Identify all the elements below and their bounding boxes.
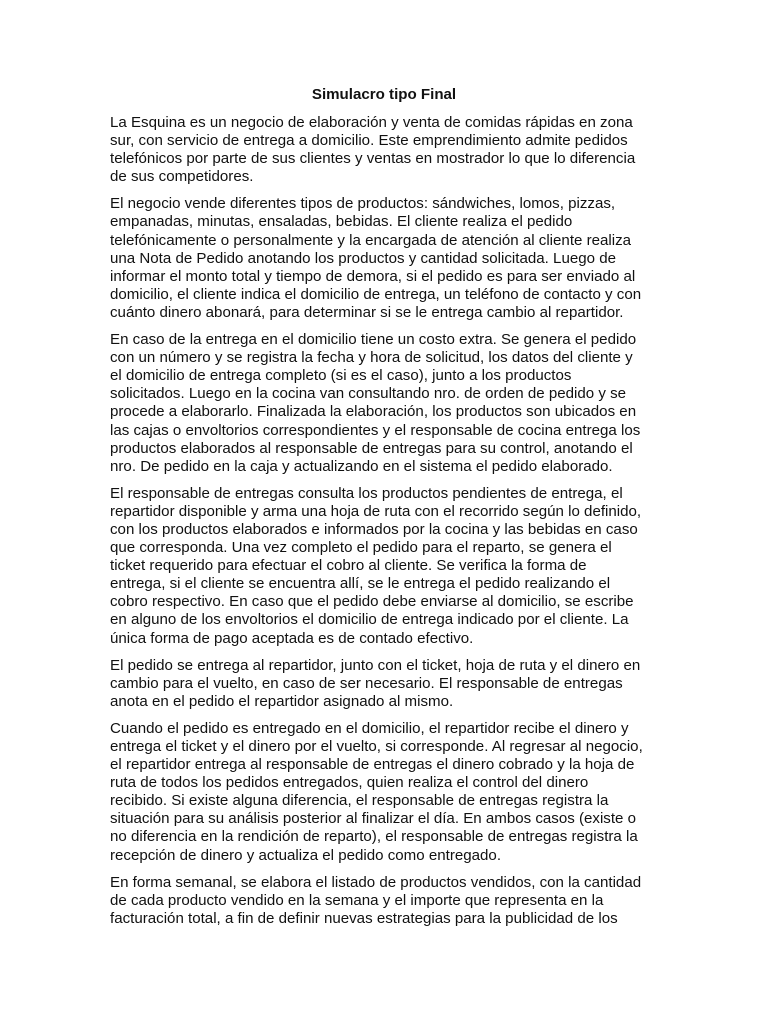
paragraph [110, 720, 658, 865]
paragraph-list [110, 114, 658, 928]
paragraph-line: el repartidor entrega al responsable de entregas el dinero cobrado y la hoja de [110, 756, 635, 774]
paragraph-line: procede a elaborarlo. Finalizada la elaboración, los productos son ubicados en [110, 403, 637, 421]
paragraph-line: situación para su análisis posterior al finalizar el día. En ambos casos (existe o [110, 810, 637, 828]
paragraph-line: anota en el pedido el repartidor asignado al mismo. [110, 692, 454, 710]
paragraph [110, 331, 658, 476]
paragraph-line: las cajas o envoltorios correspondientes y el responsable de cocina entrega los [110, 421, 641, 439]
paragraph-line: cobro respectivo. En caso que el pedido debe enviarse al domicilio, se escribe [110, 593, 634, 611]
paragraph-line: con los productos elaborados e informados por la cocina y las bebidas en caso [110, 520, 638, 538]
paragraph-line: repartidor disponible y arma una hoja de ruta con el recorrido según lo definido, [110, 502, 642, 520]
paragraph-line: El pedido se entrega al repartidor, junto con el ticket, hoja de ruta y el dinero en [110, 656, 641, 674]
paragraph-line: con un número y se registra la fecha y hora de solicitud, los datos del cliente y [110, 349, 633, 367]
paragraph-line: no diferencia en la rendición de reparto), el responsable de entregas registra la [110, 828, 638, 846]
paragraph-line: telefónicos por parte de sus clientes y ventas en mostrador lo que lo diferencia [110, 150, 636, 168]
paragraph-line: recibido. Si existe alguna diferencia, el responsable de entregas registra la [110, 792, 609, 810]
paragraph-line: una Nota de Pedido anotando los productos y cantidad solicitada. Luego de [110, 249, 617, 267]
paragraph-line: cambio para el vuelto, en caso de ser necesario. El responsable de entregas [110, 674, 623, 692]
paragraph [110, 114, 658, 186]
paragraph-line: empanadas, minutas, ensaladas, bebidas. El cliente realiza el pedido [110, 213, 573, 231]
paragraph-line: Cuando el pedido es entregado en el domicilio, el repartidor recibe el dinero y [110, 719, 629, 737]
paragraph-line: domicilio, el cliente indica el domicilio de entrega, un teléfono de contacto y con [110, 285, 642, 303]
paragraph-line: El negocio vende diferentes tipos de productos: sándwiches, lomos, pizzas, [110, 195, 616, 213]
paragraph-line: que corresponda. Una vez completo el pedido para el reparto, se genera el [110, 539, 612, 557]
paragraph-line: informar el monto total y tiempo de demora, si el pedido es para ser enviado al [110, 267, 636, 285]
paragraph-line: productos elaborados al responsable de entregas para su control, anotando el [110, 439, 633, 457]
paragraph-line: sur, con servicio de entrega a domicilio. Este emprendimiento admite pedidos [110, 132, 628, 150]
paragraph-line: En forma semanal, se elabora el listado de productos vendidos, con la cantidad [110, 873, 642, 891]
document-title: Simulacro tipo Final [311, 86, 457, 103]
paragraph-line: entrega el ticket y el dinero por el vuelto, si corresponde. Al regresar al negocio, [110, 738, 643, 755]
paragraph-line: ruta de todos los pedidos entregados, quien realiza el control del dinero [110, 774, 589, 792]
document-body [110, 86, 658, 937]
paragraph-line: cuánto dinero abonará, para determinar si se le entrega cambio al repartidor. [110, 303, 624, 321]
paragraph-line: de sus competidores. [110, 168, 254, 186]
paragraph [110, 485, 658, 648]
paragraph-line: nro. De pedido en la caja y actualizando en el sistema el pedido elaborado. [110, 457, 613, 475]
paragraph-line: solicitados. Luego en la cocina van consultando nro. de orden de pedido y se [110, 385, 627, 403]
paragraph-line: en alguno de los envoltorios el domicilio de entrega indicado por el cliente. La [110, 611, 629, 629]
paragraph-line: El responsable de entregas consulta los productos pendientes de entrega, el [110, 484, 623, 502]
paragraph-line: ticket requerido para efectuar el cobro al cliente. Se verifica la forma de [110, 557, 587, 575]
paragraph [110, 657, 658, 711]
paragraph-line: En caso de la entrega en el domicilio tiene un costo extra. Se genera el pedido [110, 331, 637, 349]
paragraph-line: telefónicamente o personalmente y la encargada de atención al cliente realiza [110, 231, 632, 249]
paragraph-line: La Esquina es un negocio de elaboración y venta de comidas rápidas en zona [110, 114, 633, 131]
paragraph-line: entrega, si el cliente se encuentra allí, se le entrega el pedido realizando el [110, 575, 611, 593]
paragraph [110, 874, 658, 928]
paragraph-line: de cada producto vendido en la semana y el importe que representa en la [110, 891, 604, 909]
paragraph-line: facturación total, a fin de definir nuevas estrategias para la publicidad de los [110, 909, 618, 927]
paragraph-line: recepción de dinero y actualiza el pedido como entregado. [110, 846, 502, 864]
paragraph-line: el domicilio de entrega completo (si es el caso), junto a los productos [110, 367, 572, 385]
paragraph-line: única forma de pago aceptada es de contado efectivo. [110, 629, 474, 647]
paragraph [110, 195, 658, 322]
